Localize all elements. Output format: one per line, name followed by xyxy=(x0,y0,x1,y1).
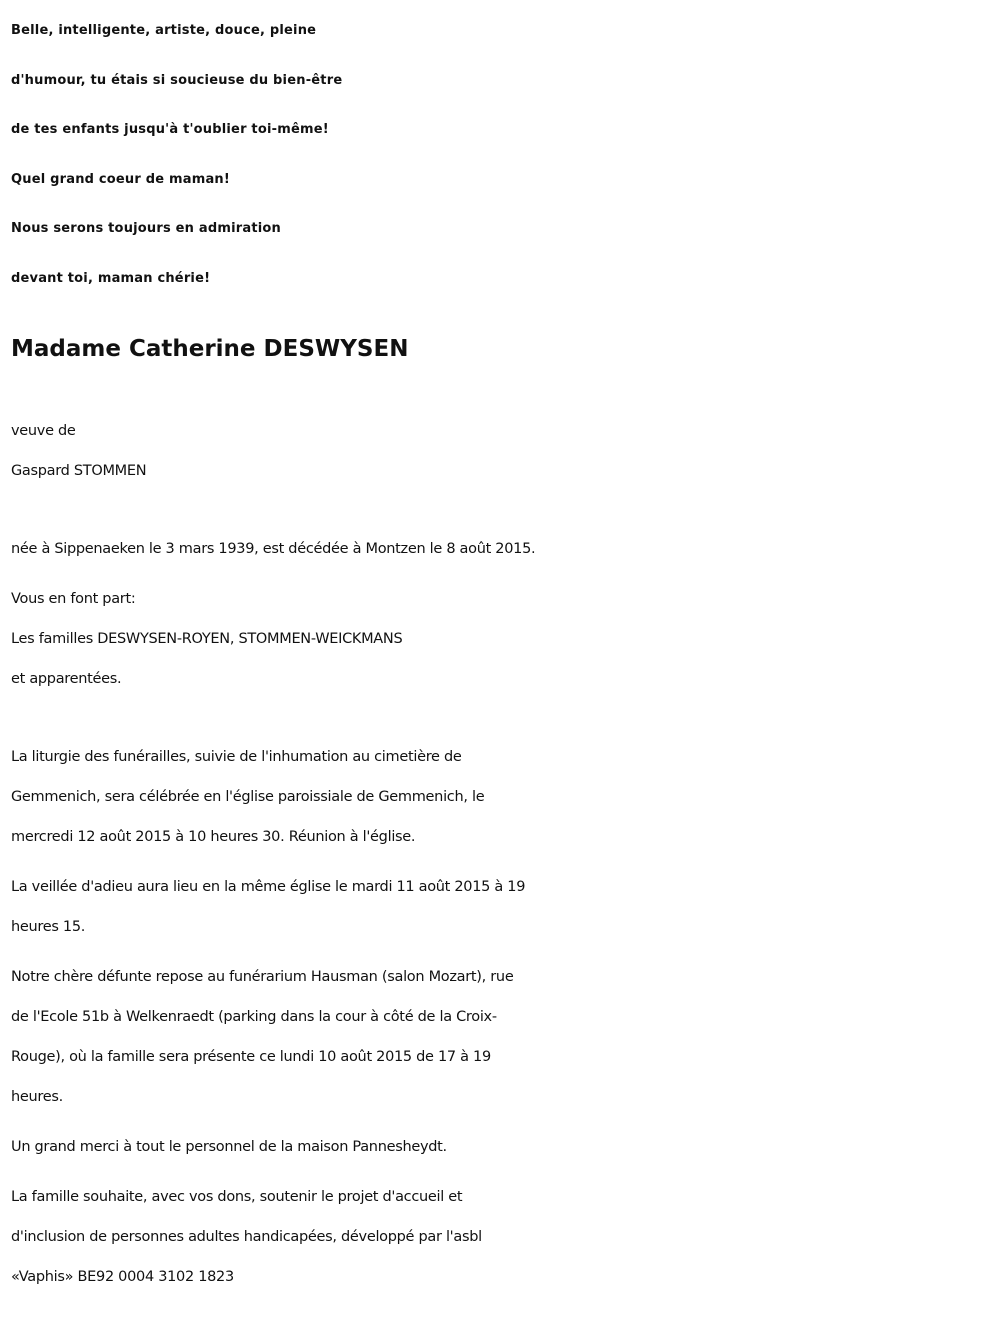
announcement-intro: Vous en font part: xyxy=(11,591,136,607)
resting-line: Rouge), où la famille sera présente ce lundi 10 août 2015 de 17 à 19 xyxy=(11,1049,491,1065)
birth-death-block xyxy=(11,529,990,569)
donations-line: d'inclusion de personnes adultes handicapées, développé par l'asbl xyxy=(11,1229,482,1245)
resting-line: heures. xyxy=(11,1089,63,1105)
liturgy-line: Gemmenich, sera célébrée en l'église paroissiale de Gemmenich, le xyxy=(11,789,485,805)
vigil-line: heures 15. xyxy=(11,919,86,935)
deceased-name: Madame Catherine DESWYSEN xyxy=(11,336,409,362)
resting-line: Notre chère défunte repose au funérarium Hausman (salon Mozart), rue xyxy=(11,969,514,985)
donations-paragraph xyxy=(11,1177,990,1297)
widow-label: veuve de xyxy=(11,423,76,439)
announcement-relatives: et apparentées. xyxy=(11,671,122,687)
thanks-paragraph xyxy=(11,1127,990,1167)
thanks-text: Un grand merci à tout le personnel de la maison Pannesheydt. xyxy=(11,1139,447,1155)
poem-line: de tes enfants jusqu'à t'oublier toi-même! xyxy=(11,122,329,137)
resting-paragraph xyxy=(11,957,990,1117)
obituary-body xyxy=(11,411,990,1297)
donations-line: La famille souhaite, avec vos dons, soutenir le projet d'accueil et xyxy=(11,1189,463,1205)
resting-line: de l'Ecole 51b à Welkenraedt (parking dans la cour à côté de la Croix- xyxy=(11,1009,497,1025)
poem-line: devant toi, maman chérie! xyxy=(11,270,211,286)
announcement-block xyxy=(11,579,990,699)
vigil-paragraph xyxy=(11,867,990,947)
donations-bank-line: «Vaphis» BE92 0004 3102 1823 xyxy=(11,1269,234,1285)
poem-line: Quel grand coeur de maman! xyxy=(11,171,230,187)
announcement-families: Les familles DESWYSEN-ROYEN, STOMMEN-WEICKMANS xyxy=(11,631,403,647)
poem-line: d'humour, tu étais si soucieuse du bien-être xyxy=(11,72,343,88)
liturgy-paragraph xyxy=(11,737,990,857)
spouse-name: Gaspard STOMMEN xyxy=(11,463,147,479)
liturgy-line: mercredi 12 août 2015 à 10 heures 30. Réunion à l'église. xyxy=(11,829,416,845)
widow-block xyxy=(11,411,990,491)
liturgy-line: La liturgie des funérailles, suivie de l'inhumation au cimetière de xyxy=(11,749,462,765)
poem-block xyxy=(11,6,990,303)
vigil-line: La veillée d'adieu aura lieu en la même église le mardi 11 août 2015 à 19 xyxy=(11,879,526,895)
poem-line: Belle, intelligente, artiste, douce, pleine xyxy=(11,23,317,38)
poem-line: Nous serons toujours en admiration xyxy=(11,221,281,236)
birth-death-text: née à Sippenaeken le 3 mars 1939, est décédée à Montzen le 8 août 2015. xyxy=(11,541,536,557)
